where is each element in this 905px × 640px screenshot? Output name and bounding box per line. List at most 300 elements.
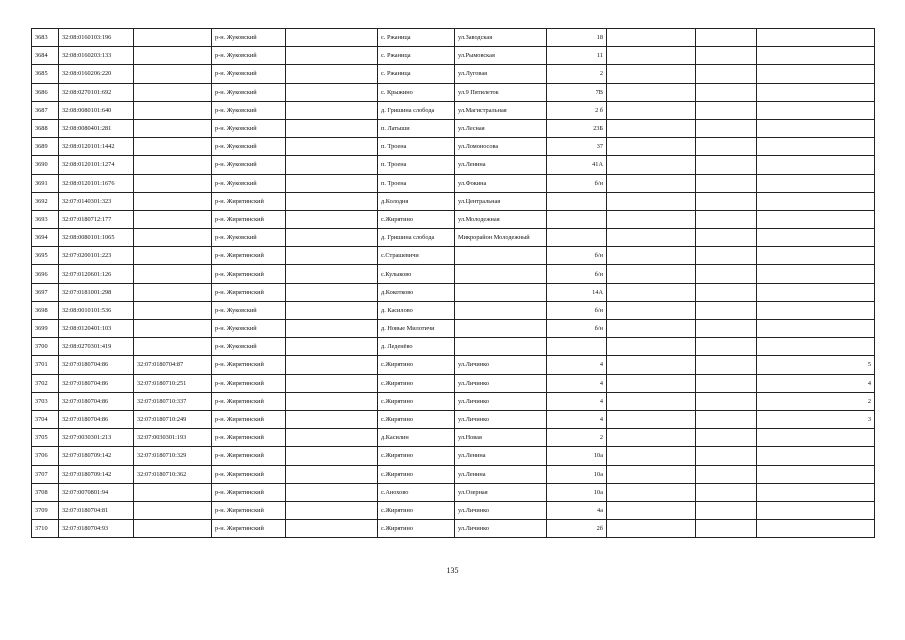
table-cell [696, 138, 757, 156]
table-cell [286, 138, 378, 156]
table-cell: п. Троена [378, 138, 455, 156]
table-cell [696, 119, 757, 137]
table-cell: 32:07:0180710:249 [134, 410, 212, 428]
table-cell: р-н. Жуковский [212, 301, 286, 319]
table-cell: 3707 [32, 465, 59, 483]
table-cell [286, 119, 378, 137]
table-cell: 32:07:0030301:193 [134, 429, 212, 447]
table-cell [696, 83, 757, 101]
table-cell: 32:07:0180712:177 [59, 210, 134, 228]
table-cell: 32:08:0270301:419 [59, 338, 134, 356]
table-cell: 2 [547, 65, 607, 83]
table-cell [696, 338, 757, 356]
table-cell [757, 247, 875, 265]
table-cell: 32:07:0180709:142 [59, 465, 134, 483]
page-number: 135 [446, 566, 459, 575]
table-cell [134, 265, 212, 283]
table-cell [134, 283, 212, 301]
table-cell: 3683 [32, 29, 59, 47]
table-cell: д. Леденёво [378, 338, 455, 356]
table-cell [607, 156, 696, 174]
table-cell [696, 374, 757, 392]
table-cell: с.Жирятино [378, 520, 455, 538]
table-cell: ул.Личинко [455, 410, 547, 428]
table-row [32, 320, 875, 338]
table-cell [607, 374, 696, 392]
table-cell: 3687 [32, 101, 59, 119]
table-cell: 32:07:0180704:86 [59, 392, 134, 410]
table-row [32, 392, 875, 410]
table-cell [607, 229, 696, 247]
table-cell: д.Колодня [378, 192, 455, 210]
table-cell [696, 447, 757, 465]
table-cell [286, 192, 378, 210]
registry-table [31, 28, 875, 538]
table-cell [607, 210, 696, 228]
table-cell: с.Жирятино [378, 392, 455, 410]
table-cell: р-н. Жирятинский [212, 501, 286, 519]
table-cell: 7В [547, 83, 607, 101]
table-cell: 3708 [32, 483, 59, 501]
table-cell: р-н. Жирятинский [212, 520, 286, 538]
table-cell: р-н. Жирятинский [212, 392, 286, 410]
table-cell: 3698 [32, 301, 59, 319]
table-row [32, 229, 875, 247]
table-cell: б/н [547, 301, 607, 319]
table-cell [757, 47, 875, 65]
table-cell: р-н. Жирятинский [212, 192, 286, 210]
table-row [32, 65, 875, 83]
table-cell: р-н. Жирятинский [212, 465, 286, 483]
table-cell: 32:07:0180704:86 [59, 374, 134, 392]
table-cell [696, 501, 757, 519]
table-cell: 2 [547, 429, 607, 447]
table-cell: ул.Ленина [455, 465, 547, 483]
table-cell [696, 101, 757, 119]
table-cell: р-н. Жирятинский [212, 374, 286, 392]
table-cell [696, 247, 757, 265]
table-cell [757, 174, 875, 192]
table-cell [757, 520, 875, 538]
table-cell: д. Касилово [378, 301, 455, 319]
table-cell [134, 320, 212, 338]
table-cell: р-н. Жуковский [212, 229, 286, 247]
table-cell [134, 138, 212, 156]
table-cell: п. Троена [378, 156, 455, 174]
table-cell: р-н. Жирятинский [212, 210, 286, 228]
table-cell: р-н. Жирятинский [212, 429, 286, 447]
table-cell: 3704 [32, 410, 59, 428]
table-row [32, 119, 875, 137]
table-cell [607, 283, 696, 301]
table-cell: 3700 [32, 338, 59, 356]
table-cell: 32:07:0070801:94 [59, 483, 134, 501]
table-cell [607, 447, 696, 465]
table-cell: 32:08:0080401:281 [59, 119, 134, 137]
table-cell [607, 356, 696, 374]
table-cell: 32:08:0120101:1442 [59, 138, 134, 156]
table-cell: ул.Ломоносова [455, 138, 547, 156]
table-cell [696, 520, 757, 538]
table-cell [134, 83, 212, 101]
table-cell [607, 265, 696, 283]
table-cell: 32:07:0180710:251 [134, 374, 212, 392]
table-cell: 10а [547, 447, 607, 465]
table-row [32, 483, 875, 501]
table-cell: р-н. Жуковский [212, 156, 286, 174]
table-cell: 32:08:0080101:1065 [59, 229, 134, 247]
table-cell [607, 29, 696, 47]
table-cell: р-н. Жуковский [212, 83, 286, 101]
table-cell: 3691 [32, 174, 59, 192]
table-cell: ул.Заводская [455, 29, 547, 47]
table-cell: ул.Ленина [455, 447, 547, 465]
table-row [32, 265, 875, 283]
table-cell [455, 283, 547, 301]
table-cell: ул.Новая [455, 429, 547, 447]
table-cell: с.Страшевичи [378, 247, 455, 265]
table-cell: 3705 [32, 429, 59, 447]
table-cell [286, 229, 378, 247]
table-cell: ул.Личинко [455, 392, 547, 410]
table-cell [757, 138, 875, 156]
table-cell [757, 156, 875, 174]
table-cell: р-н. Жуковский [212, 65, 286, 83]
table-cell: 3692 [32, 192, 59, 210]
table-cell: с. Ржаница [378, 29, 455, 47]
table-cell [696, 192, 757, 210]
table-cell [696, 320, 757, 338]
table-cell: 2б [547, 520, 607, 538]
table-cell: ул.Личинко [455, 520, 547, 538]
table-row [32, 29, 875, 47]
table-cell [607, 301, 696, 319]
table-cell: ул.Личинко [455, 501, 547, 519]
table-cell: ул.Личинко [455, 374, 547, 392]
table-row [32, 465, 875, 483]
table-cell: р-н. Жуковский [212, 138, 286, 156]
table-cell: с.Жирятино [378, 447, 455, 465]
table-cell: 4 [547, 392, 607, 410]
table-body [32, 29, 875, 538]
table-cell: р-н. Жуковский [212, 29, 286, 47]
table-cell [607, 429, 696, 447]
table-cell [757, 101, 875, 119]
table-cell: п. Латыши [378, 119, 455, 137]
table-cell [696, 283, 757, 301]
table-cell [286, 374, 378, 392]
table-cell [286, 101, 378, 119]
table-cell: р-н. Жирятинский [212, 247, 286, 265]
table-row [32, 174, 875, 192]
table-cell: 32:08:0270101:692 [59, 83, 134, 101]
table-cell: 4 [547, 356, 607, 374]
table-cell [134, 338, 212, 356]
table-cell [696, 429, 757, 447]
table-cell [607, 101, 696, 119]
table-cell [286, 465, 378, 483]
table-cell: 3706 [32, 447, 59, 465]
table-cell [286, 29, 378, 47]
table-cell [134, 247, 212, 265]
table-cell [134, 65, 212, 83]
table-cell: р-н. Жирятинский [212, 283, 286, 301]
table-cell [134, 210, 212, 228]
table-row [32, 192, 875, 210]
table-cell [757, 301, 875, 319]
table-cell [134, 229, 212, 247]
table-cell: ул.Фокина [455, 174, 547, 192]
table-cell: 32:08:0160206:220 [59, 65, 134, 83]
table-cell [286, 247, 378, 265]
table-cell: с. Крыжино [378, 83, 455, 101]
table-cell: 32:07:0180704:87 [134, 356, 212, 374]
table-cell [134, 192, 212, 210]
table-cell: б/н [547, 247, 607, 265]
table-cell [455, 265, 547, 283]
table-cell [547, 210, 607, 228]
table-cell [286, 520, 378, 538]
table-cell: 32:08:0120101:1676 [59, 174, 134, 192]
table-cell: 32:07:0140301:323 [59, 192, 134, 210]
table-cell [134, 520, 212, 538]
table-cell [757, 447, 875, 465]
table-cell: р-н. Жуковский [212, 47, 286, 65]
table-row [32, 429, 875, 447]
table-cell: 4а [547, 501, 607, 519]
table-row [32, 356, 875, 374]
table-cell: р-н. Жирятинский [212, 483, 286, 501]
table-cell [607, 138, 696, 156]
table-cell: 3 [757, 410, 875, 428]
table-cell: 3696 [32, 265, 59, 283]
table-cell [607, 83, 696, 101]
table-cell [286, 320, 378, 338]
table-cell [607, 392, 696, 410]
table-cell [134, 483, 212, 501]
table-row [32, 520, 875, 538]
table-cell [607, 247, 696, 265]
table-cell: д.Кокотково [378, 283, 455, 301]
table-cell: 32:07:0180710:329 [134, 447, 212, 465]
table-cell [286, 83, 378, 101]
table-cell: 32:07:0120601:126 [59, 265, 134, 283]
table-cell: д. Гришина слобода [378, 101, 455, 119]
table-cell: д. Гришина слобода [378, 229, 455, 247]
table-cell: 11 [547, 47, 607, 65]
table-cell: 3694 [32, 229, 59, 247]
table-cell: ул.Озерная [455, 483, 547, 501]
table-row [32, 210, 875, 228]
table-cell [696, 29, 757, 47]
table-cell [607, 65, 696, 83]
table-cell: р-н. Жуковский [212, 101, 286, 119]
table-cell: 32:07:0030301:213 [59, 429, 134, 447]
table-cell [757, 465, 875, 483]
table-cell [696, 174, 757, 192]
table-cell [607, 338, 696, 356]
table-cell: 32:08:0080101:640 [59, 101, 134, 119]
table-cell [286, 283, 378, 301]
table-cell [696, 410, 757, 428]
table-cell [757, 283, 875, 301]
table-cell: 4 [757, 374, 875, 392]
table-cell [134, 301, 212, 319]
table-cell [286, 483, 378, 501]
table-cell [607, 320, 696, 338]
table-cell: с.Жирятино [378, 410, 455, 428]
table-cell [696, 210, 757, 228]
table-cell: 4 [547, 410, 607, 428]
table-cell: 32:08:0010101:536 [59, 301, 134, 319]
table-cell: п. Троена [378, 174, 455, 192]
table-cell [286, 301, 378, 319]
table-cell [757, 501, 875, 519]
table-cell [757, 119, 875, 137]
table-row [32, 83, 875, 101]
table-cell [286, 156, 378, 174]
table-cell: 3685 [32, 65, 59, 83]
table-cell [607, 119, 696, 137]
table-cell: 41А [547, 156, 607, 174]
table-cell: с.Жирятино [378, 356, 455, 374]
table-cell [547, 338, 607, 356]
table-cell [607, 47, 696, 65]
table-row [32, 338, 875, 356]
table-cell [547, 229, 607, 247]
table-cell: ул.Магистральная [455, 101, 547, 119]
table-cell [696, 301, 757, 319]
table-cell [696, 465, 757, 483]
table-cell: 32:08:0160103:196 [59, 29, 134, 47]
table-cell: 3695 [32, 247, 59, 265]
table-cell: 3697 [32, 283, 59, 301]
table-cell: 10а [547, 465, 607, 483]
table-cell: р-н. Жуковский [212, 119, 286, 137]
table-cell [286, 65, 378, 83]
table-cell: ул.Луговая [455, 65, 547, 83]
table-cell [607, 520, 696, 538]
table-cell [757, 229, 875, 247]
table-cell [134, 119, 212, 137]
table-cell: 23Б [547, 119, 607, 137]
table-row [32, 101, 875, 119]
table-cell [134, 501, 212, 519]
table-row [32, 156, 875, 174]
table-cell: 10а [547, 483, 607, 501]
table-cell: 3689 [32, 138, 59, 156]
table-row [32, 501, 875, 519]
table-cell: 32:07:0200101:223 [59, 247, 134, 265]
table-cell: 32:08:0120101:1274 [59, 156, 134, 174]
table-cell: 32:07:0180709:142 [59, 447, 134, 465]
table-cell: р-н. Жуковский [212, 320, 286, 338]
table-cell [286, 447, 378, 465]
table-cell: ул.Молодежная [455, 210, 547, 228]
table-cell [286, 210, 378, 228]
table-cell [455, 338, 547, 356]
table-cell: ул.Рымовская [455, 47, 547, 65]
table-row [32, 283, 875, 301]
table-cell: р-н. Жуковский [212, 338, 286, 356]
table-cell: с.Кулыково [378, 265, 455, 283]
table-cell [286, 392, 378, 410]
table-cell: 32:07:0180704:86 [59, 410, 134, 428]
table-cell [696, 265, 757, 283]
table-cell: б/н [547, 174, 607, 192]
table-cell [696, 356, 757, 374]
table-cell [286, 410, 378, 428]
table-cell: р-н. Жуковский [212, 174, 286, 192]
table-cell: р-н. Жирятинский [212, 356, 286, 374]
table-cell: 3688 [32, 119, 59, 137]
table-cell: 3710 [32, 520, 59, 538]
table-cell: 32:07:0180704:81 [59, 501, 134, 519]
table-cell: ул.Ленина [455, 156, 547, 174]
table-cell: ул.9 Пятилеток [455, 83, 547, 101]
table-cell [757, 29, 875, 47]
table-cell: 2 [757, 392, 875, 410]
table-cell: ул.Лесная [455, 119, 547, 137]
table-cell [455, 320, 547, 338]
table-cell [607, 174, 696, 192]
table-cell [134, 174, 212, 192]
table-cell [607, 501, 696, 519]
table-cell: р-н. Жирятинский [212, 265, 286, 283]
table-row [32, 301, 875, 319]
table-cell: 2 б [547, 101, 607, 119]
table-cell [134, 101, 212, 119]
table-cell [757, 83, 875, 101]
table-cell: с.Жирятино [378, 374, 455, 392]
table-cell [286, 356, 378, 374]
table-cell: с.Жирятино [378, 210, 455, 228]
table-cell [134, 47, 212, 65]
table-cell [286, 265, 378, 283]
table-cell: 32:08:0120401:103 [59, 320, 134, 338]
table-cell: ул.Личинко [455, 356, 547, 374]
table-cell: ул.Центральная [455, 192, 547, 210]
table-cell: 32:07:0181001:298 [59, 283, 134, 301]
table-cell: 5 [757, 356, 875, 374]
table-cell: с.Жирятино [378, 501, 455, 519]
table-cell [757, 320, 875, 338]
table-cell: 3693 [32, 210, 59, 228]
table-cell: с. Ржаница [378, 65, 455, 83]
table-cell: д. Новые Милотичи [378, 320, 455, 338]
table-cell [286, 338, 378, 356]
table-cell: 32:07:0180710:362 [134, 465, 212, 483]
table-cell [696, 229, 757, 247]
table-cell [757, 338, 875, 356]
table-cell [547, 192, 607, 210]
table-cell: Микрорайон Молодежный [455, 229, 547, 247]
table-cell [455, 247, 547, 265]
table-cell: 3684 [32, 47, 59, 65]
table-cell [757, 429, 875, 447]
table-cell [757, 65, 875, 83]
table-cell [696, 47, 757, 65]
table-cell [607, 465, 696, 483]
table-cell [134, 29, 212, 47]
table-row [32, 374, 875, 392]
table-row [32, 447, 875, 465]
table-cell [134, 156, 212, 174]
table-cell: 32:08:0160203:133 [59, 47, 134, 65]
table-cell: д.Касилин [378, 429, 455, 447]
table-cell: 18 [547, 29, 607, 47]
table-cell: 3703 [32, 392, 59, 410]
